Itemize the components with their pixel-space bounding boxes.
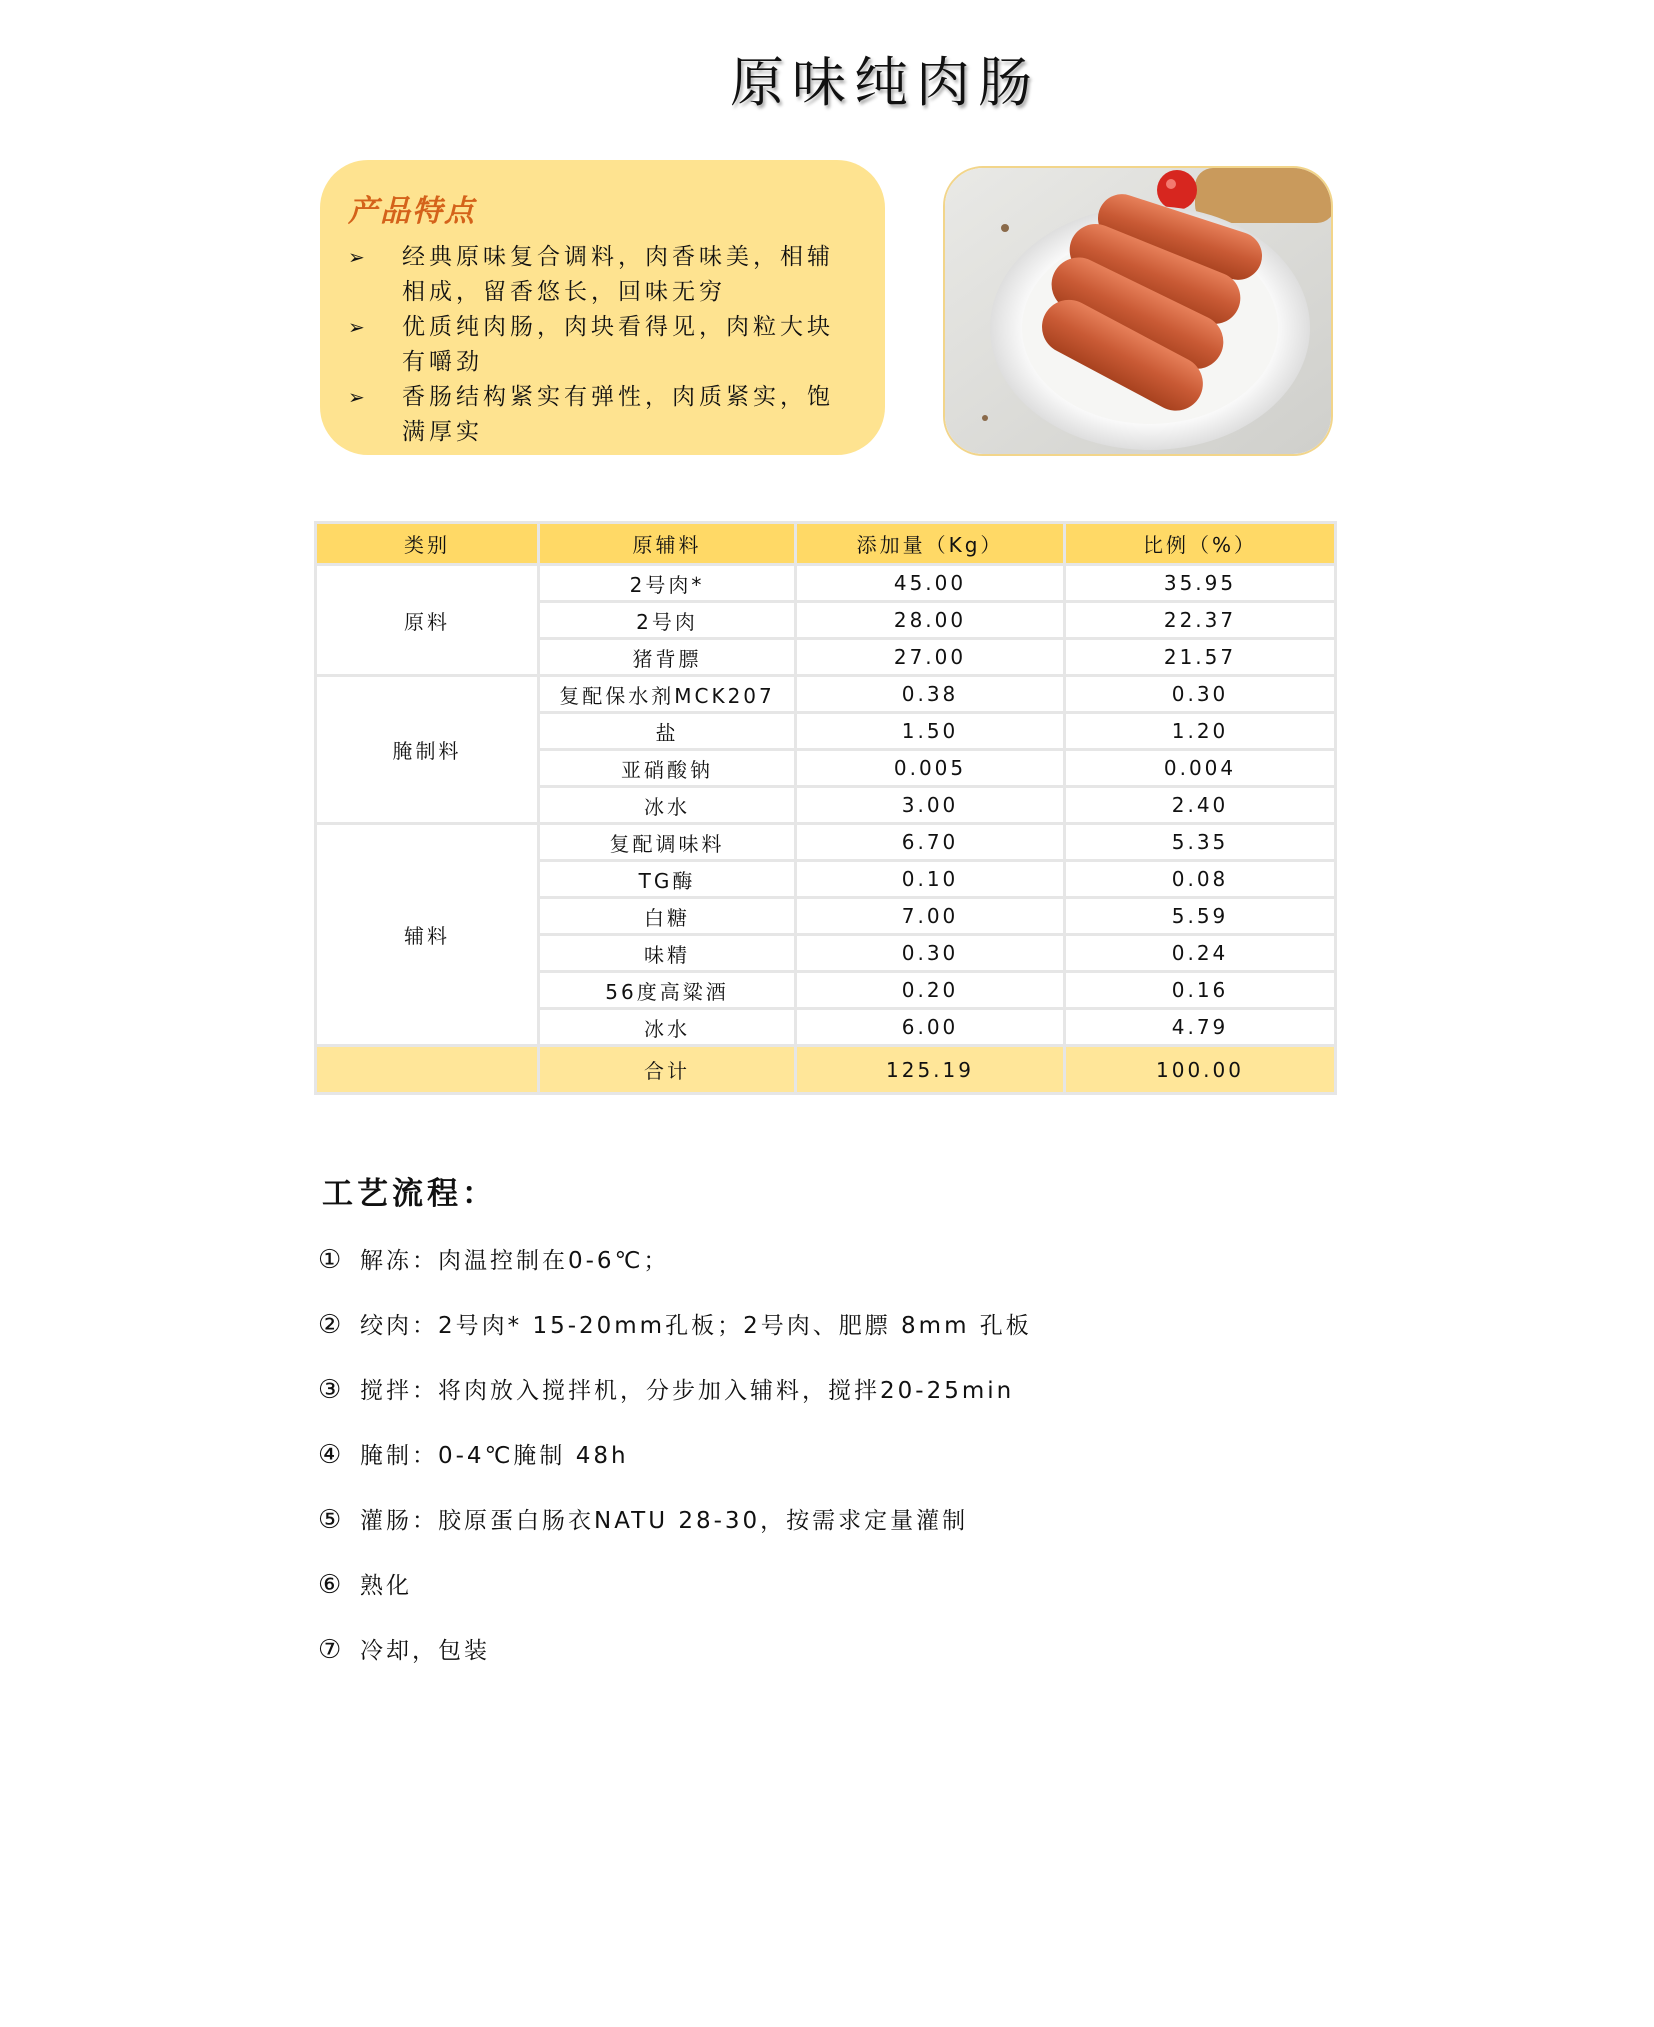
total-label: 合计	[539, 1046, 796, 1094]
ingredient-cell: 冰水	[539, 787, 796, 824]
amount-cell: 6.00	[796, 1009, 1065, 1046]
arrow-bullet-icon: ➢	[348, 315, 369, 339]
header-amount: 添加量（Kg）	[796, 523, 1065, 565]
amount-cell: 1.50	[796, 713, 1065, 750]
table-row	[316, 676, 1336, 713]
features-heading: 产品特点	[348, 194, 476, 229]
amount-cell: 0.38	[796, 676, 1065, 713]
feature-item	[348, 380, 855, 450]
process-heading: 工艺流程：	[322, 1176, 497, 1212]
feature-item	[348, 310, 855, 380]
process-step	[318, 1375, 1032, 1440]
step-number: ⑤	[318, 1505, 345, 1535]
ratio-cell: 5.35	[1065, 824, 1336, 861]
ingredient-cell: 56度高粱酒	[539, 972, 796, 1009]
ratio-cell: 5.59	[1065, 898, 1336, 935]
amount-cell: 7.00	[796, 898, 1065, 935]
category-cell: 腌制料	[316, 676, 539, 824]
ingredient-cell: 2号肉*	[539, 565, 796, 602]
recipe-table	[314, 521, 1337, 1095]
table-total-row	[316, 1046, 1336, 1094]
ratio-cell: 2.40	[1065, 787, 1336, 824]
feature-text: 优质纯肉肠，肉块看得见，肉粒大块有嚼劲	[402, 314, 834, 375]
ratio-cell: 0.30	[1065, 676, 1336, 713]
total-amount: 125.19	[796, 1046, 1065, 1094]
ingredient-cell: 亚硝酸钠	[539, 750, 796, 787]
page-title: 原味纯肉肠	[730, 51, 1040, 114]
table-row	[316, 565, 1336, 602]
category-cell: 辅料	[316, 824, 539, 1046]
ingredient-cell: TG酶	[539, 861, 796, 898]
ingredient-cell: 味精	[539, 935, 796, 972]
amount-cell: 27.00	[796, 639, 1065, 676]
ratio-cell: 21.57	[1065, 639, 1336, 676]
ratio-cell: 4.79	[1065, 1009, 1336, 1046]
process-steps-list	[318, 1245, 1032, 1700]
step-text: 冷却，包装	[360, 1638, 490, 1664]
ingredient-cell: 盐	[539, 713, 796, 750]
amount-cell: 0.005	[796, 750, 1065, 787]
amount-cell: 0.30	[796, 935, 1065, 972]
step-number: ⑦	[318, 1635, 345, 1665]
header-category: 类别	[316, 523, 539, 565]
ratio-cell: 0.08	[1065, 861, 1336, 898]
sausage-plate-photo	[943, 166, 1333, 456]
header-ratio: 比例（%）	[1065, 523, 1336, 565]
product-features-panel	[320, 160, 885, 455]
arrow-bullet-icon: ➢	[348, 385, 369, 409]
ratio-cell: 35.95	[1065, 565, 1336, 602]
amount-cell: 0.20	[796, 972, 1065, 1009]
ratio-cell: 0.16	[1065, 972, 1336, 1009]
table-row	[316, 824, 1336, 861]
ratio-cell: 1.20	[1065, 713, 1336, 750]
category-cell: 原料	[316, 565, 539, 676]
ratio-cell: 22.37	[1065, 602, 1336, 639]
header-ingredient: 原辅料	[539, 523, 796, 565]
features-list	[348, 240, 855, 450]
feature-item	[348, 240, 855, 310]
process-step	[318, 1245, 1032, 1310]
step-text: 熟化	[360, 1573, 412, 1599]
arrow-bullet-icon: ➢	[348, 245, 369, 269]
ingredient-cell: 猪背膘	[539, 639, 796, 676]
step-text: 搅拌：将肉放入搅拌机，分步加入辅料，搅拌20-25min	[360, 1378, 1015, 1404]
amount-cell: 0.10	[796, 861, 1065, 898]
ingredient-cell: 复配调味料	[539, 824, 796, 861]
process-step	[318, 1310, 1032, 1375]
step-text: 解冻：肉温控制在0-6℃；	[360, 1248, 670, 1274]
ingredient-cell: 冰水	[539, 1009, 796, 1046]
step-number: ④	[318, 1440, 345, 1470]
amount-cell: 3.00	[796, 787, 1065, 824]
total-empty-cell	[316, 1046, 539, 1094]
amount-cell: 45.00	[796, 565, 1065, 602]
total-ratio: 100.00	[1065, 1046, 1336, 1094]
process-step	[318, 1635, 1032, 1700]
step-number: ①	[318, 1245, 345, 1275]
step-text: 绞肉：2号肉* 15-20mm孔板；2号肉、肥膘 8mm 孔板	[360, 1313, 1032, 1339]
ingredient-cell: 复配保水剂MCK207	[539, 676, 796, 713]
process-step	[318, 1440, 1032, 1505]
step-text: 腌制：0-4℃腌制 48h	[360, 1443, 629, 1469]
process-step	[318, 1505, 1032, 1570]
feature-text: 香肠结构紧实有弹性，肉质紧实，饱满厚实	[402, 384, 834, 445]
step-number: ⑥	[318, 1570, 345, 1600]
process-step	[318, 1570, 1032, 1635]
ratio-cell: 0.24	[1065, 935, 1336, 972]
table-header-row	[316, 523, 1336, 565]
ratio-cell: 0.004	[1065, 750, 1336, 787]
feature-text: 经典原味复合调料，肉香味美，相辅相成，留香悠长，回味无穷	[402, 244, 834, 305]
step-number: ③	[318, 1375, 345, 1405]
step-number: ②	[318, 1310, 345, 1340]
step-text: 灌肠：胶原蛋白肠衣NATU 28-30，按需求定量灌制	[360, 1508, 969, 1534]
ingredient-cell: 2号肉	[539, 602, 796, 639]
amount-cell: 28.00	[796, 602, 1065, 639]
ingredient-cell: 白糖	[539, 898, 796, 935]
amount-cell: 6.70	[796, 824, 1065, 861]
